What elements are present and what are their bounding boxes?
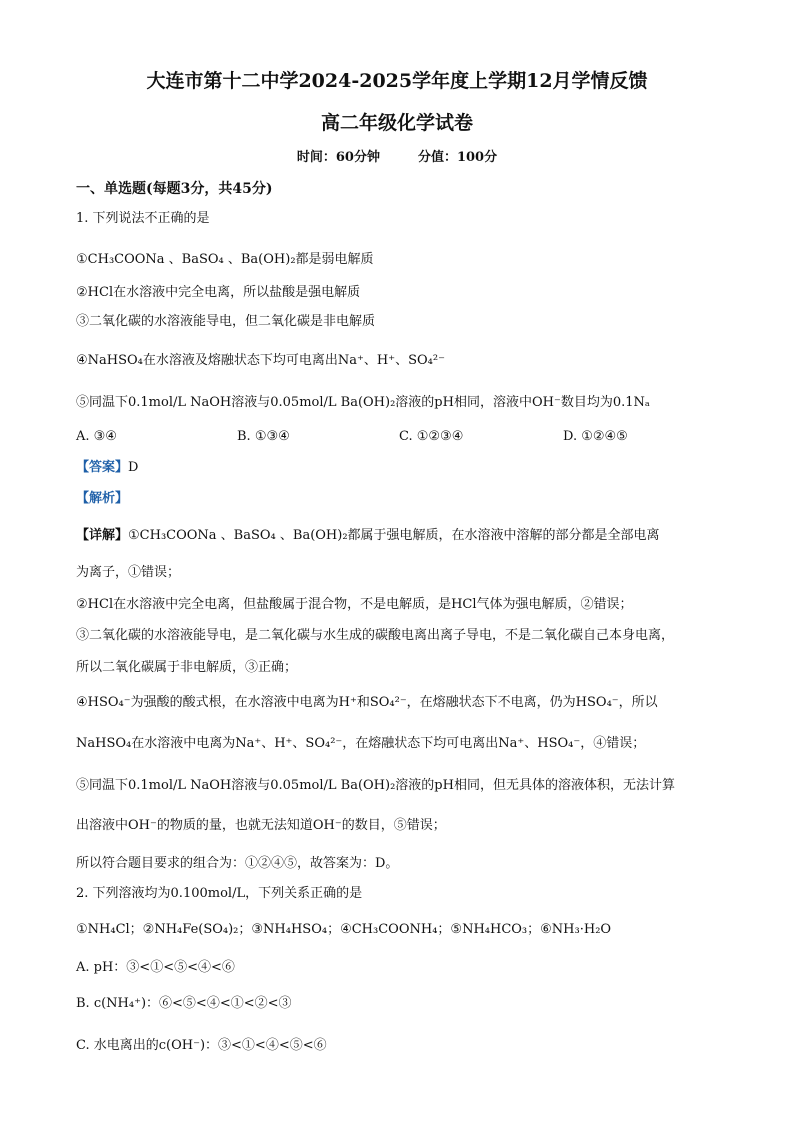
exam-score: 分值：100分	[417, 150, 498, 165]
detail-1-text: ①CH₃COONa 、BaSO₄ 、Ba(OH)₂都属于强电解质，在水溶液中溶解的部分都是全部电离	[128, 528, 660, 543]
q1-detail-3b: 所以二氧化碳属于非电解质，③正确；	[76, 660, 298, 675]
exam-time: 时间：60分钟	[296, 150, 380, 165]
detail-tag: 【详解】	[76, 528, 129, 543]
q1-stem: 1. 下列说法不正确的是	[76, 211, 210, 226]
page-subtitle: 高二年级化学试卷	[320, 112, 473, 134]
q1-option-c: C. ①②③④	[399, 429, 464, 444]
exam-meta	[0, 146, 794, 165]
q1-detail-4: ④HSO₄⁻为强酸的酸式根，在水溶液中电离为H⁺和SO₄²⁻，在熔融状态下不电离，仍为HSO₄⁻，所以	[76, 695, 658, 710]
q1-statement-1: ①CH₃COONa 、BaSO₄ 、Ba(OH)₂都是弱电解质	[76, 252, 374, 267]
q1-statement-4: ④NaHSO₄在水溶液及熔融状态下均可电离出Na⁺、H⁺、SO₄²⁻	[76, 353, 445, 368]
q1-analysis-heading	[76, 490, 726, 508]
q1-statement-5: ⑤同温下0.1mol/L NaOH溶液与0.05mol/L Ba(OH)₂溶液的pH相同，溶液中OH⁻数目均为0.1Nₐ	[76, 395, 650, 410]
page-title: 大连市第十二中学2024-2025学年度上学期12月学情反馈	[146, 70, 648, 92]
q2-option-b: B. c(NH₄⁺)：⑥<⑤<④<①<②<③	[76, 996, 292, 1011]
q1-option-b: B. ①③④	[237, 429, 290, 444]
answer-value: D	[128, 460, 139, 475]
q1-detail-5: ⑤同温下0.1mol/L NaOH溶液与0.05mol/L Ba(OH)₂溶液的pH相同，但无具体的溶液体积，无法计算	[76, 778, 675, 793]
q1-statement-2: ②HCl在水溶液中完全电离，所以盐酸是强电解质	[76, 285, 361, 300]
q2-option-c: C. 水电离出的c(OH⁻)：③<①<④<⑤<⑥	[76, 1038, 327, 1053]
analysis-tag: 【解析】	[76, 491, 129, 506]
q1-detail-1	[76, 527, 726, 545]
q1-detail-4b: NaHSO₄在水溶液中电离为Na⁺、H⁺、SO₄²⁻，在熔融状态下均可电离出Na⁺、HSO₄⁻，④错误；	[76, 736, 646, 751]
answer-tag: 【答案】	[76, 460, 129, 475]
q2-solution-list: ①NH₄Cl；②NH₄Fe(SO₄)₂；③NH₄HSO₄；④CH₃COONH₄；⑤NH₄HCO₃；⑥NH₃·H₂O	[76, 922, 612, 937]
q1-answer	[76, 459, 726, 477]
q1-conclusion: 所以符合题目要求的组合为：①②④⑤，故答案为：D。	[76, 856, 399, 871]
section-heading: 一、单选题(每题3分，共45分)	[76, 181, 273, 197]
q1-option-a: A. ③④	[76, 429, 117, 444]
q1-option-d: D. ①②④⑤	[563, 429, 628, 444]
q1-statement-3: ③二氧化碳的水溶液能导电，但二氧化碳是非电解质	[76, 314, 376, 329]
q2-option-a: A. pH：③<①<⑤<④<⑥	[76, 960, 235, 975]
q1-detail-3: ③二氧化碳的水溶液能导电，是二氧化碳与水生成的碳酸电离出离子导电，不是二氧化碳自己本身电离，	[76, 628, 675, 643]
q1-detail-1b: 为离子，①错误；	[76, 565, 181, 580]
q1-detail-2: ②HCl在水溶液中完全电离，但盐酸属于混合物，不是电解质，是HCl气体为强电解质，②错误；	[76, 597, 633, 612]
q2-stem: 2. 下列溶液均为0.100mol/L，下列关系正确的是	[76, 886, 363, 901]
q1-detail-5b: 出溶液中OH⁻的物质的量，也就无法知道OH⁻的数目，⑤错误；	[76, 818, 446, 833]
